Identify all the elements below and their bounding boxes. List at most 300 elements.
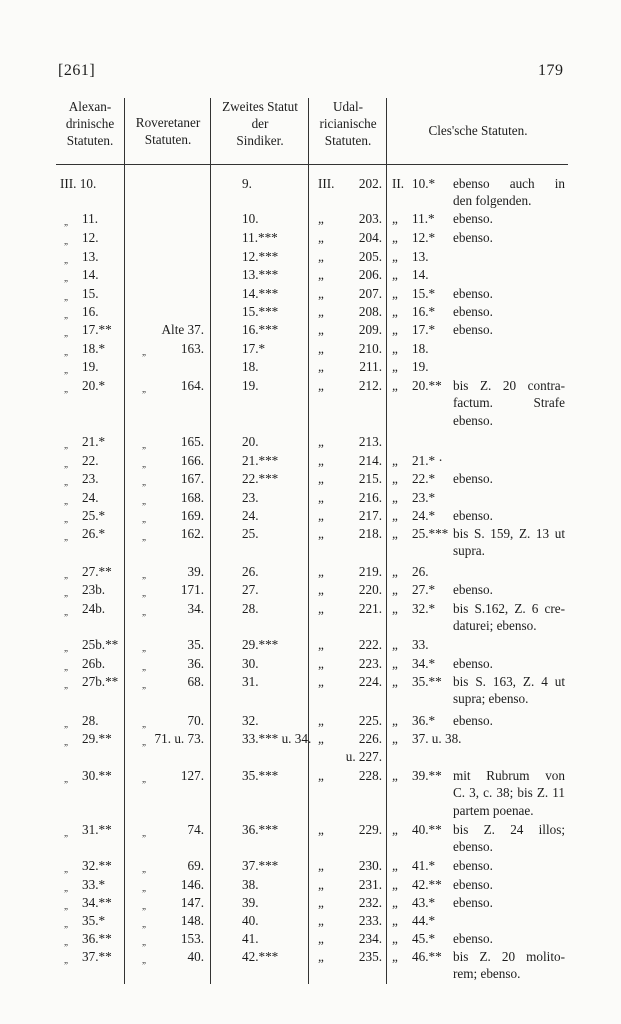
remark-line: ebenso. [453,839,493,855]
clessche-remark [453,507,565,524]
udalricianische-prefix: „ [318,949,324,964]
clessche-prefix: „ [392,526,398,541]
udalricianische-ref: 207. [358,286,382,301]
zweites-statut-ref: 26. [242,564,259,579]
remark-line: ebenso. [453,412,493,428]
alexandrinische-ref: 12. [82,230,99,245]
clessche-ref: 23.* [412,490,436,505]
roveretaner-ref: 166. [180,453,204,468]
roveretaner-ref: 171. [180,582,204,597]
alexandrinische-ref: 34.** [82,895,112,910]
roveretaner-ref: 153. [180,931,204,946]
udalricianische-prefix: „ [318,637,324,652]
remark-line: ebenso. [453,304,493,319]
clessche-ref: 24.* [412,508,436,523]
remark-line: den folgenden. [453,193,532,209]
clessche-remark [453,600,565,635]
zweites-statut-ref: 28. [242,601,259,616]
ditto-mark: „ [142,919,146,929]
zweites-statut-ref: 22.*** [242,471,279,486]
zweites-statut-ref: 18. [242,359,259,374]
ditto-mark: „ [142,607,146,617]
ditto-mark: „ [64,365,68,375]
udalricianische-prefix: „ [318,822,324,837]
clessche-prefix: „ [392,731,398,746]
alexandrinische-ref: 21.* [82,434,106,449]
remark-line: daturei; ebenso. [453,618,537,634]
clessche-prefix: „ [392,249,398,264]
remark-line: bis Z. 24 illos; [453,822,565,837]
remark-line: mit Rubrum von [453,768,565,783]
clessche-remark [453,303,565,320]
udalricianische-prefix: „ [318,601,324,616]
alexandrinische-ref: 33.* [82,877,106,892]
ditto-mark: „ [64,255,68,265]
zweites-statut-ref: 30. [242,656,259,671]
clessche-remark [453,673,565,708]
ditto-mark: „ [64,901,68,911]
column-header-udalricianische: Udal- ricianische Statuten. [319,99,377,148]
column-header-clessche: Cles'sche Statuten. [428,123,528,138]
ditto-mark: „ [64,588,68,598]
column-divider [124,164,125,984]
zweites-statut-ref: 10. [242,211,259,226]
udalricianische-ref: 231. [358,877,382,892]
page-number: 179 [538,62,564,79]
ditto-mark: „ [142,496,146,506]
clessche-ref: 12.* [412,230,436,245]
ditto-mark: „ [142,955,146,965]
roveretaner-ref: 164. [180,378,204,393]
alexandrinische-ref: 35.* [82,913,106,928]
clessche-prefix: „ [392,822,398,837]
clessche-ref: 17.* [412,322,436,337]
roveretaner-ref: 146. [180,877,204,892]
ditto-mark: „ [142,588,146,598]
ditto-mark: „ [64,919,68,929]
clessche-prefix: „ [392,211,398,226]
roveretaner-ref: 36. [187,656,204,671]
udalricianische-prefix: „ [318,564,324,579]
roveretaner-ref: 162. [180,526,204,541]
udalricianische-prefix: „ [318,304,324,319]
column-header-zweites-statut: Zweites Statut der Sindiker. [222,99,298,148]
remark-line: ebenso. [453,931,493,946]
clessche-remark [453,821,565,856]
column-header-roveretaner: Roveretaner Statuten. [135,115,201,147]
ditto-mark: „ [64,937,68,947]
column-header-alexandrinische: Alexan- drinische Statuten. [65,99,115,148]
zweites-statut-ref: 25. [242,526,259,541]
udalricianische-prefix: „ [318,286,324,301]
udalricianische-ref: 219. [358,564,382,579]
ditto-mark: „ [64,607,68,617]
udalricianische-prefix: „ [318,230,324,245]
udalricianische-prefix: „ [318,508,324,523]
udalricianische-ref: 234. [358,931,382,946]
clessche-remark [453,876,565,893]
remark-line: supra. [453,543,485,559]
clessche-ref: 14. [412,267,429,282]
alexandrinische-ref: 30.** [82,768,112,783]
udalricianische-prefix: „ [318,267,324,282]
remark-line: bis Z. 20 contra- [453,378,565,393]
alexandrinische-ref: 32.** [82,858,112,873]
remark-line: bis S.162, Z. 6 cre- [453,601,565,616]
clessche-prefix: „ [392,453,398,468]
alexandrinische-ref: 31.** [82,822,112,837]
ditto-mark: „ [64,737,68,747]
ditto-mark: „ [64,477,68,487]
ditto-mark: „ [142,937,146,947]
remark-line: ebenso. [453,230,493,245]
zweites-statut-ref: 9. [242,176,252,191]
udalricianische-prefix: „ [318,731,324,746]
udalricianische-ref: 225. [358,713,382,728]
roveretaner-ref: 69. [187,858,204,873]
remark-line: ebenso. [453,286,493,301]
clessche-prefix: „ [392,949,398,964]
column-divider [124,98,125,164]
ditto-mark: „ [142,643,146,653]
clessche-prefix: „ [392,601,398,616]
alexandrinische-ref: 27b.** [82,674,119,689]
clessche-ref: 41.* [412,858,436,873]
remark-line: ebenso auch in [453,176,565,191]
ditto-mark: „ [64,774,68,784]
clessche-ref: 36.* [412,713,436,728]
ditto-mark: „ [142,477,146,487]
alexandrinische-ref: 26b. [82,656,106,671]
ditto-mark: „ [142,459,146,469]
zweites-statut-ref: 16.*** [242,322,279,337]
ditto-mark: „ [142,864,146,874]
udalricianische-ref: 213. [358,434,382,449]
zweites-statut-ref: 40. [242,913,259,928]
zweites-statut-ref: 31. [242,674,259,689]
clessche-prefix: „ [392,490,398,505]
zweites-statut-ref: 42.*** [242,949,279,964]
zweites-statut-ref: 24. [242,508,259,523]
ditto-mark: „ [64,236,68,246]
udalricianische-ref: 232. [358,895,382,910]
ditto-mark: „ [64,310,68,320]
clessche-prefix: „ [392,582,398,597]
ditto-mark: „ [142,440,146,450]
remark-line: factum. Strafe [453,395,565,411]
ditto-mark: „ [64,643,68,653]
clessche-prefix: „ [392,768,398,783]
zweites-statut-ref: 11.*** [242,230,278,245]
clessche-ref: 42.** [412,877,442,892]
clessche-ref: 33. [412,637,429,652]
ditto-mark: „ [142,532,146,542]
alexandrinische-ref: 11. [82,211,98,226]
ditto-mark: „ [142,514,146,524]
udalricianische-ref: 212. [358,378,382,393]
udalricianische-ref: 218. [358,526,382,541]
remark-line: ebenso. [453,322,493,337]
clessche-ref: 22.* [412,471,436,486]
remark-line: ebenso. [453,471,493,486]
udalricianische-ref: 204. [358,230,382,245]
zweites-statut-ref: 32. [242,713,259,728]
udalricianische-ref: 221. [358,601,382,616]
remark-line: bis S. 159, Z. 13 ut [453,526,565,541]
zweites-statut-ref: 13.*** [242,267,279,282]
column-divider [308,164,309,984]
column-divider [386,164,387,984]
udalricianische-ref: 223. [358,656,382,671]
zweites-statut-ref: 14.*** [242,286,279,301]
roveretaner-ref: 169. [180,508,204,523]
clessche-ref: 19. [412,359,429,374]
roveretaner-ref: 40. [187,949,204,964]
clessche-remark [453,581,565,598]
column-divider [210,98,211,164]
remark-line: C. 3, c. 38; bis Z. 11 [453,785,565,801]
clessche-ref: 39.** [412,768,442,783]
roveretaner-ref: 147. [180,895,204,910]
udalricianische-prefix: „ [318,341,324,356]
ditto-mark: „ [142,680,146,690]
clessche-prefix: „ [392,304,398,319]
udalricianische-ref: 235. [358,949,382,964]
roveretaner-ref: 39. [187,564,204,579]
clessche-prefix: „ [392,637,398,652]
udalricianische-prefix: „ [318,490,324,505]
clessche-ref: 43.* [412,895,436,910]
udalricianische-prefix: III. [318,176,335,191]
clessche-ref: 20.** [412,378,442,393]
udalricianische-ref: 222. [358,637,382,652]
column-divider [386,98,387,164]
alexandrinische-ref: 28. [82,713,99,728]
remark-line: rem; ebenso. [453,966,521,982]
udalricianische-prefix: „ [318,453,324,468]
ditto-mark: „ [142,719,146,729]
zweites-statut-ref: 38. [242,877,259,892]
udalricianische-prefix: „ [318,378,324,393]
clessche-remark [453,655,565,672]
alexandrinische-ref: 24. [82,490,99,505]
alexandrinische-ref: 25b.** [82,637,119,652]
udalricianische-ref: u. 227. [345,749,382,764]
roveretaner-ref: 70. [187,713,204,728]
udalricianische-ref: 217. [358,508,382,523]
udalricianische-ref: 203. [358,211,382,226]
clessche-remark [453,470,565,487]
clessche-prefix: „ [392,895,398,910]
clessche-remark [453,285,565,302]
ditto-mark: „ [142,737,146,747]
udalricianische-ref: 211. [359,359,382,374]
alexandrinische-ref: 15. [82,286,99,301]
alexandrinische-ref: 20.* [82,378,106,393]
ditto-mark: „ [64,828,68,838]
udalricianische-ref: 205. [358,249,382,264]
clessche-prefix: „ [392,564,398,579]
clessche-remark [453,948,565,983]
clessche-ref: 16.* [412,304,436,319]
ditto-mark: „ [64,864,68,874]
clessche-prefix: „ [392,508,398,523]
alexandrinische-ref: 17.** [82,322,112,337]
udalricianische-prefix: „ [318,249,324,264]
clessche-remark [453,767,565,819]
roveretaner-ref: 167. [180,471,204,486]
clessche-ref: 27.* [412,582,436,597]
zweites-statut-ref: 19. [242,378,259,393]
ditto-mark: „ [64,440,68,450]
ditto-mark: „ [64,496,68,506]
udalricianische-ref: 220. [358,582,382,597]
roveretaner-ref: 148. [180,913,204,928]
ditto-mark: „ [64,680,68,690]
clessche-ref: 44.* [412,913,436,928]
udalricianische-ref: 209. [358,322,382,337]
remark-line: ebenso. [453,895,493,910]
ditto-mark: „ [64,719,68,729]
clessche-ref: 37. u. 38. [412,731,462,746]
clessche-prefix: „ [392,656,398,671]
alexandrinische-ref: 19. [82,359,99,374]
udalricianische-ref: 233. [358,913,382,928]
clessche-remark [453,229,565,246]
clessche-ref: 13. [412,249,429,264]
clessche-remark [453,712,565,729]
ditto-mark: „ [142,384,146,394]
udalricianische-prefix: „ [318,858,324,873]
clessche-ref: 15.* [412,286,436,301]
remark-line: partem poenae. [453,802,534,818]
udalricianische-prefix: „ [318,913,324,928]
roveretaner-ref: 35. [187,637,204,652]
clessche-prefix: „ [392,378,398,393]
clessche-remark [453,894,565,911]
clessche-ref: 25.*** [412,526,449,541]
clessche-ref: 34.* [412,656,436,671]
zweites-statut-ref: 36.*** [242,822,279,837]
zweites-statut-ref: 17.* [242,341,266,356]
zweites-statut-ref: 41. [242,931,259,946]
clessche-prefix: „ [392,322,398,337]
zweites-statut-ref: 12.*** [242,249,279,264]
zweites-statut-ref: 23. [242,490,259,505]
udalricianische-ref: 216. [358,490,382,505]
zweites-statut-ref: 29.*** [242,637,279,652]
clessche-prefix: „ [392,359,398,374]
clessche-ref: 46.** [412,949,442,964]
alexandrinische-ref: 13. [82,249,99,264]
ditto-mark: „ [142,828,146,838]
alexandrinische-ref: 29.** [82,731,112,746]
ditto-mark: „ [142,570,146,580]
udalricianische-prefix: „ [318,877,324,892]
ditto-mark: „ [64,273,68,283]
remark-line: ebenso. [453,211,493,226]
zweites-statut-ref: 21.*** [242,453,279,468]
udalricianische-prefix: „ [318,895,324,910]
udalricianische-ref: 202. [358,176,382,191]
remark-line: ebenso. [453,858,493,873]
ditto-mark: „ [64,292,68,302]
zweites-statut-ref: 35.*** [242,768,279,783]
alexandrinische-ref: 14. [82,267,99,282]
alexandrinische-ref: 27.** [82,564,112,579]
alexandrinische-ref: 36.** [82,931,112,946]
alexandrinische-ref: 22. [82,453,99,468]
roveretaner-ref: 168. [180,490,204,505]
ditto-mark: „ [142,883,146,893]
clessche-prefix: II. [392,176,405,191]
remark-line: ebenso. [453,508,493,523]
alexandrinische-ref: 25.* [82,508,106,523]
udalricianische-ref: 230. [358,858,382,873]
udalricianische-prefix: „ [318,526,324,541]
ditto-mark: „ [64,384,68,394]
udalricianische-ref: 224. [358,674,382,689]
udalricianische-prefix: „ [318,359,324,374]
clessche-remark [453,321,565,338]
alexandrinische-ref: 23b. [82,582,106,597]
udalricianische-prefix: „ [318,931,324,946]
clessche-remark [453,930,565,947]
clessche-remark [453,210,565,227]
clessche-remark [453,525,565,560]
page-reference: [261] [58,62,96,79]
udalricianische-prefix: „ [318,713,324,728]
zweites-statut-ref: 20. [242,434,259,449]
roveretaner-ref: 68. [187,674,204,689]
ditto-mark: „ [64,570,68,580]
alexandrinische-ref: 23. [82,471,99,486]
alexandrinische-ref: 16. [82,304,99,319]
clessche-prefix: „ [392,286,398,301]
clessche-prefix: „ [392,931,398,946]
udalricianische-ref: 229. [358,822,382,837]
roveretaner-ref: 163. [180,341,204,356]
clessche-ref: 21.* · [412,453,443,468]
zweites-statut-ref: 33.*** u. 34. [242,731,312,746]
roveretaner-ref: 74. [187,822,204,837]
header-rule [56,164,568,165]
alexandrinische-ref: 24b. [82,601,106,616]
udalricianische-prefix: „ [318,656,324,671]
ditto-mark: „ [64,347,68,357]
remark-line: bis S. 163, Z. 4 ut [453,674,565,689]
udalricianische-ref: 226. [358,731,382,746]
column-divider [210,164,211,984]
ditto-mark: „ [142,774,146,784]
clessche-ref: 11.* [412,211,435,226]
udalricianische-ref: 228. [358,768,382,783]
udalricianische-prefix: „ [318,211,324,226]
clessche-remark [453,857,565,874]
udalricianische-prefix: „ [318,582,324,597]
clessche-ref: 45.* [412,931,436,946]
ditto-mark: „ [64,955,68,965]
clessche-ref: 26. [412,564,429,579]
udalricianische-prefix: „ [318,674,324,689]
ditto-mark: „ [64,459,68,469]
ditto-mark: „ [142,901,146,911]
clessche-prefix: „ [392,341,398,356]
clessche-ref: 10.* [412,176,436,191]
clessche-prefix: „ [392,877,398,892]
clessche-ref: 18. [412,341,429,356]
clessche-prefix: „ [392,713,398,728]
